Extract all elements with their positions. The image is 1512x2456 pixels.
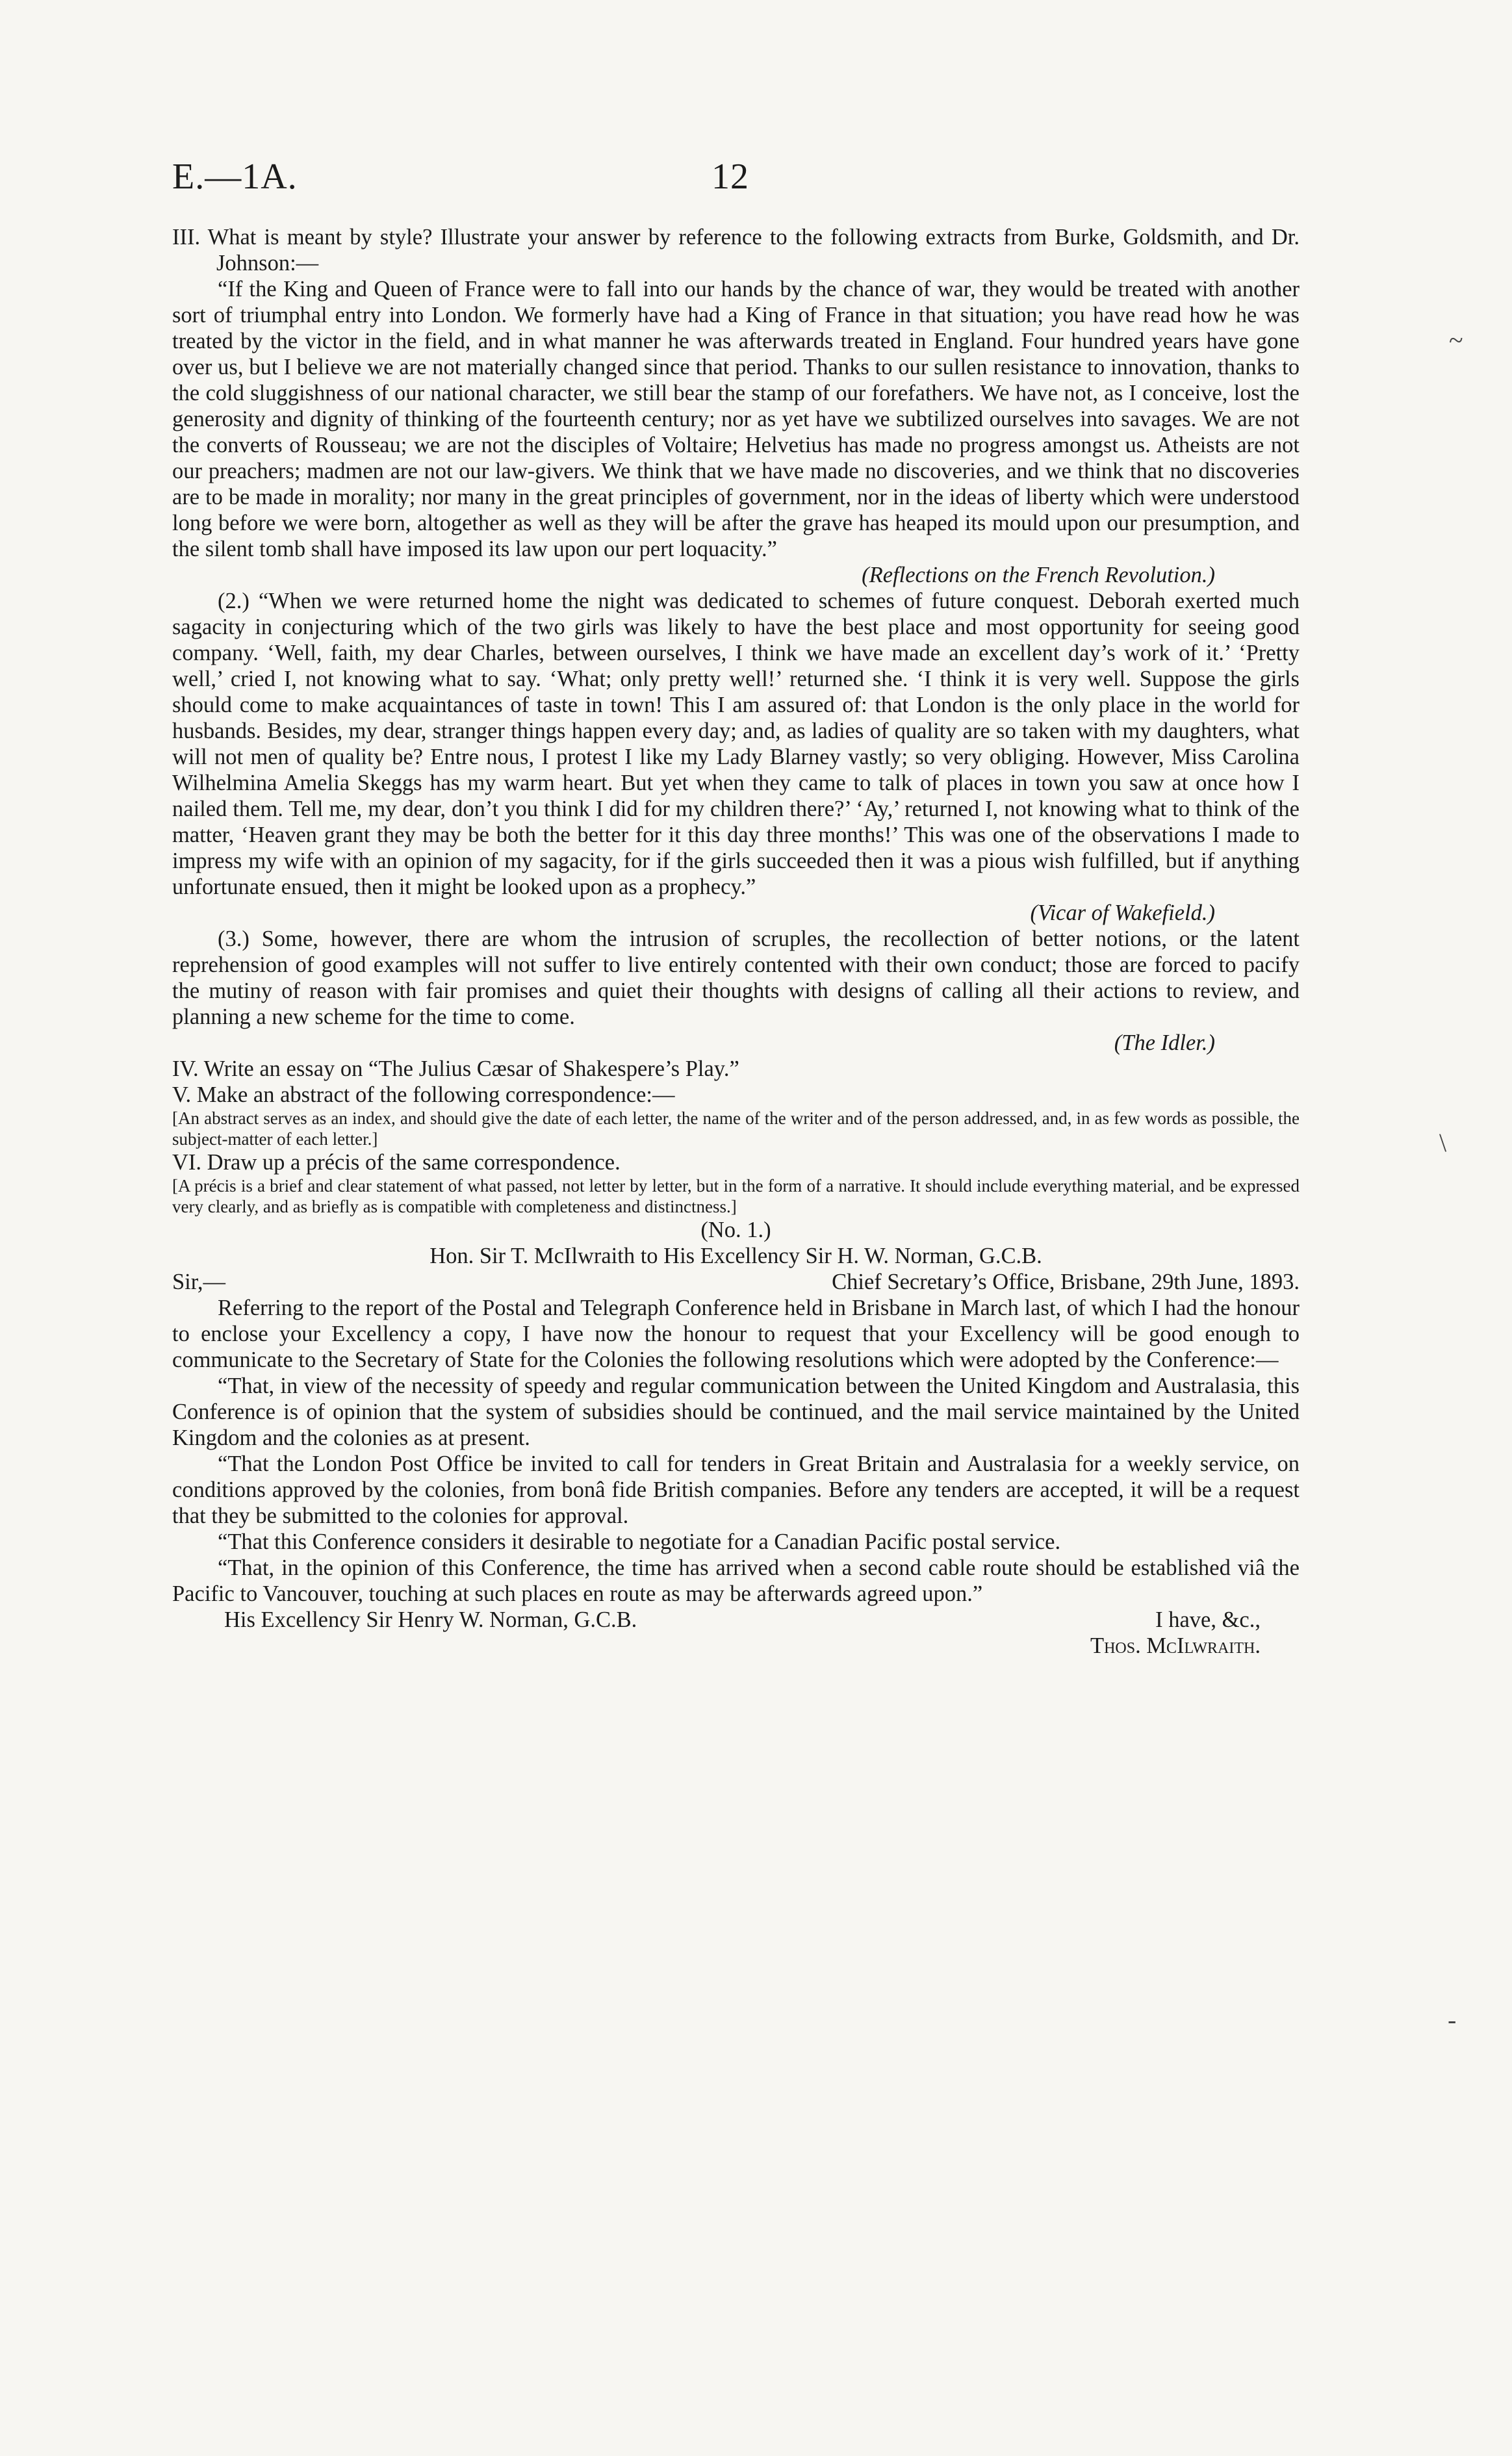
page-number: 12	[711, 157, 749, 197]
extract-2-text: (2.) “When we were returned home the night was dedicated to schemes of future conquest. Deborah exerted much sagacity in conjecturing which of the two girls was likely to have the best place and most opportunity for seeing good company. ‘Well, faith, my dear Charles, between ourselves, I think we have made an excellent day’s work of it.’ ‘Pretty well,’ cried I, not knowing what to say. ‘What; only pretty well!’ returned she. ‘I think it is very well. Suppose the girls should come to make acquaintances of taste in town! This I am assured of: that London is the only place in the world for husbands. Besides, my dear, stranger things happen every day; and, as ladies of quality are so taken with my daughters, what will not men of quality be? Entre nous, I protest I like my Lady Blarney vastly; so very obliging. However, Miss Carolina Wilhelmina Amelia Skeggs has my warm heart. But yet when they came to talk of places in town you saw at once how I nailed them. Tell me, my dear, don’t you think I did for my children there?’ ‘Ay,’ returned I, not knowing what to think of the matter, ‘Heaven grant they may be both the better for it this day three months!’ This was one of the observations I made to impress my wife with an opinion of my sagacity, for if the girls succeeded then it was a pious wish fulfilled, but if anything unfortunate ensued, then it might be looked upon as a prophecy.”	[172, 589, 1300, 899]
extract-1-source: (Reflections on the French Revolution.)	[862, 563, 1215, 587]
letter-paragraph: Referring to the report of the Postal and Telegraph Conference held in Brisbane in March last, of which I had the honour to enclose your Excellency a copy, I have now the honour to request that your Excellency will be good enough to communicate to the Secretary of State for the Colonies the following resolutions which were adopted by the Conference:—	[172, 1296, 1300, 1372]
margin-mark: ~	[1449, 326, 1463, 355]
question-4: IV. Write an essay on “The Julius Cæsar of Shakespere’s Play.”	[172, 1056, 739, 1081]
question-5-note: [An abstract serves as an index, and should give the date of each letter, the name of the writer and of the person addressed, and, in as few words as possible, the subject-matter of each letter.]	[172, 1108, 1300, 1149]
letter-signature: Thos. McIlwraith.	[1090, 1633, 1261, 1658]
letter-paragraph: “That, in the opinion of this Conference, the time has arrived when a second cable route should be established viâ the Pacific to Vancouver, touching at such places en route as may be afterwards agreed upon.”	[172, 1555, 1300, 1606]
extract-2-source: (Vicar of Wakefield.)	[1030, 901, 1215, 925]
margin-mark: -	[1448, 2005, 1457, 2034]
margin-mark: \	[1439, 1128, 1447, 1157]
letter-closing: I have, &c.,	[1155, 1607, 1261, 1632]
question-6-note: [A précis is a brief and clear statement of what passed, not letter by letter, but in the form of a narrative. It should include everything material, and be expressed very clearly, and as briefly as is compatible with completeness and distinctness.]	[172, 1176, 1300, 1216]
letter-recipient: His Excellency Sir Henry W. Norman, G.C.B.	[224, 1607, 637, 1632]
letter-closing-row	[172, 1607, 1300, 1633]
document-body	[172, 224, 1300, 1659]
document-reference: E.—1A.	[172, 157, 298, 197]
letter-salutation-row	[172, 1269, 1300, 1295]
question-3-prompt: III. What is meant by style? Illustrate your answer by reference to the following extracts from Burke, Goldsmith, and Dr. Johnson:—	[172, 225, 1300, 275]
letter-address: Hon. Sir T. McIlwraith to His Excellency Sir H. W. Norman, G.C.B.	[429, 1244, 1042, 1268]
letter-paragraph: “That the London Post Office be invited to call for tenders in Great Britain and Australasia for a weekly service, on conditions approved by the colonies, from bonâ fide British companies. Before any tenders are accepted, it will be a request that they be submitted to the colonies for approval.	[172, 1452, 1300, 1528]
letter-paragraph: “That this Conference considers it desirable to negotiate for a Canadian Pacific postal service.	[218, 1529, 1061, 1554]
extract-3-source: (The Idler.)	[1114, 1030, 1215, 1055]
letter-paragraph: “That, in view of the necessity of speedy and regular communication between the United Kingdom and Australasia, this Conference is of opinion that the system of subsidies should be continued, and the mail service maintained by the United Kingdom and the colonies as at present.	[172, 1374, 1300, 1450]
letter-dateline: Chief Secretary’s Office, Brisbane, 29th June, 1893.	[832, 1270, 1300, 1294]
question-6: VI. Draw up a précis of the same correspondence.	[172, 1150, 621, 1175]
letter-number: (No. 1.)	[700, 1218, 771, 1242]
extract-3-text: (3.) Some, however, there are whom the intrusion of scruples, the recollection of better notions, or the latent reprehension of good examples will not suffer to live entirely contented with their own conduct; those are forced to pacify the mutiny of reason with fair promises and quiet their thoughts with designs of calling all their actions to review, and planning a new scheme for the time to come.	[172, 927, 1300, 1029]
letter-no-1	[172, 1217, 1300, 1659]
letter-signature-row	[172, 1633, 1300, 1659]
extract-1-text: “If the King and Queen of France were to fall into our hands by the chance of war, they would be treated with another sort of triumphal entry into London. We formerly have had a King of France in that situation; you have read how he was treated by the victor in the field, and in what manner he was afterwards treated in England. Four hundred years have gone over us, but I believe we are not materially changed since that period. Thanks to our sullen resistance to innovation, thanks to the cold sluggishness of our national character, we still bear the stamp of our forefathers. We have not, as I conceive, lost the generosity and dignity of thinking of the fourteenth century; nor as yet have we subtilized ourselves into savages. We are not the converts of Rousseau; we are not the disciples of Voltaire; Helvetius has made no progress amongst us. Atheists are not our preachers; madmen are not our law-givers. We think that we have made no discoveries, and we think that no discoveries are to be made in morality; nor many in the great principles of government, nor in the ideas of liberty which were understood long before we were born, altogether as well as they will be after the grave has heaped its mould upon our presumption, and the silent tomb shall have imposed its law upon our pert loquacity.”	[172, 277, 1300, 561]
question-5: V. Make an abstract of the following correspondence:—	[172, 1082, 675, 1107]
letter-salutation: Sir,—	[172, 1270, 226, 1294]
